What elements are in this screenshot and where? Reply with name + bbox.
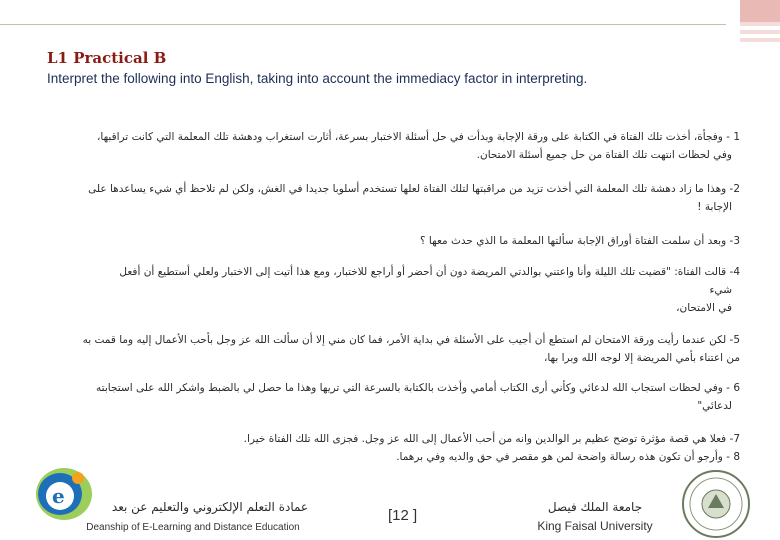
elearning-logo-icon (30, 460, 94, 524)
page-subtitle: Interpret the following into English, taking into account the immediacy factor in interpreting. (47, 71, 588, 86)
page-title: L1 Practical B (47, 49, 167, 67)
list-item (40, 331, 740, 367)
item-line: 4- قالت الفتاة: "قضيت تلك الليلة وأنا واعتني بوالدتي المريضة دون أن أحضر أو أراجع للاختبار، ومع هذا أتيت إلى الاختبار ولعلي أستطيع أن أفعل (119, 266, 740, 278)
item-line: 6 - وفي لحظات استجاب الله لدعائي وكأني أرى الكتاب أمامي وأخذت بالكتابة بالسرعة التي تريها وهذا ما حصل لي بالضبط واشكر الله على استجابته (96, 382, 740, 394)
deanship-arabic: عمادة التعلم الإلكتروني والتعليم عن بعد (111, 500, 309, 514)
university-arabic: جامعة الملك فيصل (547, 500, 643, 514)
item-line: 2- وهذا ما زاد دهشة تلك المعلمة التي أخذت تزيد من مراقبتها لتلك الفتاة لعلها تستخدم أسلوبا جديدا في الغش، ولكن لم تلاحظ أي شيء يساعدها على (88, 183, 740, 195)
list-item (40, 232, 740, 250)
university-english: King Faisal University (537, 519, 653, 533)
corner-decoration (740, 0, 780, 23)
corner-stripes (740, 22, 780, 46)
item-line: 1 - وفجأة، أخذت تلك الفتاة في الكتابة على ورقة الإجابة وبدأت في حل أسئلة الاختبار بسرعة، أثارت استغراب ودهشة تلك المعلمة التي كانت تراقبها، (96, 131, 740, 143)
deanship-english: Deanship of E-Learning and Distance Education (86, 522, 300, 533)
item-line: 7- فعلا هي قصة مؤثرة توضح عظيم بر الوالدين وانه من أحب الأعمال إلى الله عز وجل. فجزى الله تلك الفتاة خيرا. (243, 433, 740, 445)
page-number: [12 ] (388, 507, 418, 524)
item-line: 8 - وأرجو أن تكون هذه رسالة واضحة لمن هو مقصر في حق والديه وفي برهما. (396, 451, 740, 463)
item-line: في الامتحان، (676, 302, 732, 314)
university-seal-icon (680, 468, 752, 540)
item-line: 3- وبعد أن سلمت الفتاة أوراق الإجابة سألتها المعلمة ما الذي حدث معها ؟ (420, 235, 740, 247)
list-item (40, 128, 740, 164)
list-item (40, 180, 740, 216)
item-line: 5- لكن عندما رأيت ورقة الامتحان لم استطع أن أجيب على الأسئلة في بداية الأمر، فما كان مني إلا أن سألت الله عز وجل بأحب الأعمال إليه وما قمت به (82, 334, 740, 346)
header-rule (0, 24, 726, 25)
item-line: الإجابة ! (697, 201, 732, 213)
item-line: وفي لحظات انتهت تلك الفتاة من حل جميع أسئلة الامتحان. (476, 149, 732, 161)
item-line: من اعتناء بأمي المريضة إلا لوجه الله وبرا بها، (543, 352, 740, 364)
svg-text:e: e (52, 484, 65, 508)
item-line: لدعائي" (697, 400, 732, 412)
list-item (40, 430, 740, 466)
list-item (40, 263, 740, 317)
item-line: شيء (709, 284, 732, 296)
list-item (40, 379, 740, 415)
